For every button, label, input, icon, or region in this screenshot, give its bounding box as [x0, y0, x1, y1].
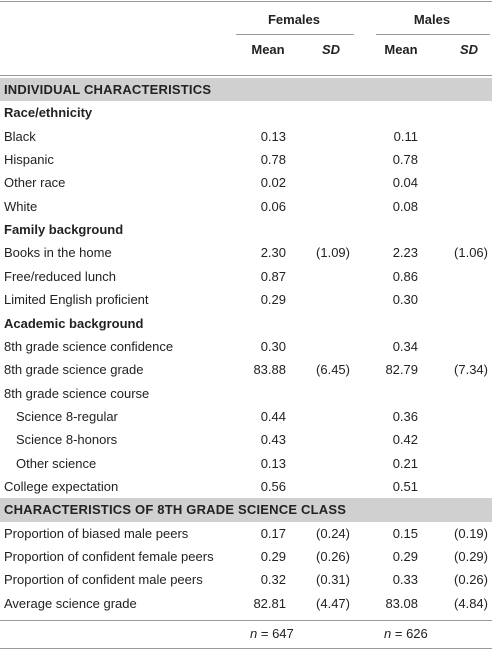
males-header: Males — [413, 12, 451, 27]
female-mean-cell: 0.44 — [260, 408, 286, 424]
female-mean-cell: 0.17 — [260, 525, 286, 541]
section-header-row — [0, 498, 492, 521]
row-label: College expectation — [4, 478, 119, 494]
row-label: Average science grade — [4, 595, 137, 611]
males-n — [384, 623, 428, 645]
female-sd-cell: (6.45) — [316, 362, 350, 378]
header-rule — [0, 75, 492, 76]
male-mean-cell: 0.36 — [392, 408, 418, 424]
row-label: Proportion of confident female peers — [4, 549, 214, 564]
male-mean-cell: 0.51 — [392, 478, 418, 494]
row-label: Black — [4, 128, 36, 144]
male-sd-cell: (0.29) — [454, 549, 488, 564]
row-label: 8th grade science confidence — [4, 338, 174, 354]
female-mean-cell: 0.06 — [260, 198, 286, 214]
female-mean-cell: 0.29 — [260, 292, 286, 308]
table-row — [0, 475, 492, 498]
female-mean-cell: 0.78 — [260, 152, 286, 168]
row-label: 8th grade science course — [4, 385, 150, 401]
females-rule — [236, 34, 354, 35]
females-n — [250, 623, 294, 645]
table-row — [0, 358, 492, 381]
row-label: Books in the home — [4, 245, 112, 261]
row-label: Science 8-honors — [16, 432, 118, 448]
female-mean-cell: 0.29 — [260, 549, 286, 564]
male-sd-cell: (1.06) — [454, 245, 488, 261]
male-mean-cell: 0.21 — [392, 455, 418, 471]
table-row — [0, 382, 492, 405]
section-label: INDIVIDUAL CHARACTERISTICS — [4, 82, 212, 97]
table-row — [0, 265, 492, 288]
female-mean-cell: 0.13 — [260, 455, 286, 471]
female-mean-cell: 0.56 — [260, 478, 286, 494]
row-label: Science 8-regular — [16, 408, 118, 424]
male-mean-cell: 0.34 — [392, 338, 418, 354]
section-header-row — [0, 78, 492, 101]
group-label: Race/ethnicity — [4, 105, 93, 121]
table-row — [0, 195, 492, 218]
male-mean-cell: 0.42 — [392, 432, 418, 448]
male-mean-cell: 0.04 — [392, 175, 418, 191]
top-rule — [0, 1, 492, 2]
male-mean-cell: 0.30 — [392, 292, 418, 308]
male-mean-cell: 0.15 — [392, 525, 418, 541]
table-row — [0, 288, 492, 311]
table-row — [0, 568, 492, 591]
males-rule — [376, 34, 490, 35]
male-sd-cell: (7.34) — [454, 362, 488, 378]
table-row — [0, 148, 492, 171]
male-sd-cell: (0.19) — [454, 525, 488, 541]
male-mean-cell: 0.78 — [392, 152, 418, 168]
group-header-row — [0, 218, 492, 241]
footer-rule — [0, 648, 492, 649]
female-mean-cell: 83.88 — [253, 362, 286, 378]
group-label: Academic background — [4, 315, 144, 331]
group-label: Family background — [4, 222, 124, 238]
row-label: Free/reduced lunch — [4, 268, 117, 284]
row-label: White — [4, 198, 38, 214]
female-mean-cell: 0.02 — [260, 175, 286, 191]
female-sd-cell: (4.47) — [316, 595, 350, 611]
row-label: 8th grade science grade — [4, 362, 144, 378]
female-mean-cell: 0.13 — [260, 128, 286, 144]
table-row — [0, 241, 492, 264]
male-mean-cell: 0.11 — [393, 128, 418, 144]
female-mean-cell: 0.87 — [260, 268, 286, 284]
group-header-row — [0, 312, 492, 335]
male-mean-cell: 82.79 — [385, 362, 418, 378]
row-label: Proportion of confident male peers — [4, 572, 203, 588]
female-sd-cell: (0.26) — [316, 549, 350, 564]
table-row — [0, 545, 492, 568]
table-row — [0, 428, 492, 451]
male-sd-cell: (0.26) — [454, 572, 488, 588]
table-row — [0, 522, 492, 545]
row-label: Hispanic — [4, 152, 54, 168]
female-mean-cell: 0.32 — [260, 572, 286, 588]
table-row — [0, 592, 492, 615]
table-row — [0, 405, 492, 428]
females-n-value: = 647 — [260, 626, 294, 641]
male-mean-cell: 0.08 — [392, 198, 418, 214]
male-mean-cell: 2.23 — [392, 245, 418, 261]
males-n-value: = 626 — [394, 626, 428, 641]
female-sd-cell: (1.09) — [316, 245, 350, 261]
females-mean-header: Mean — [251, 42, 285, 57]
male-mean-cell: 0.29 — [392, 549, 418, 564]
male-mean-cell: 0.86 — [392, 268, 418, 284]
female-sd-cell: (0.31) — [316, 572, 350, 588]
n-symbol: n — [250, 626, 258, 641]
group-header-row — [0, 101, 492, 124]
row-label: Other science — [16, 455, 97, 471]
table-row — [0, 452, 492, 475]
male-mean-cell: 0.33 — [392, 572, 418, 588]
females-sd-header: SD — [321, 42, 341, 57]
female-mean-cell: 2.30 — [260, 245, 286, 261]
female-mean-cell: 0.43 — [260, 432, 286, 448]
n-symbol: n — [384, 626, 392, 641]
males-mean-header: Mean — [384, 42, 418, 57]
female-mean-cell: 82.81 — [253, 595, 286, 611]
row-label: Other race — [4, 175, 66, 191]
table-row — [0, 125, 492, 148]
table-row — [0, 171, 492, 194]
section-label: CHARACTERISTICS OF 8TH GRADE SCIENCE CLASS — [4, 502, 347, 518]
row-label: Limited English proficient — [4, 292, 149, 308]
body-bottom-rule — [0, 620, 492, 621]
female-mean-cell: 0.30 — [260, 338, 286, 354]
females-header: Females — [267, 12, 321, 27]
row-label: Proportion of biased male peers — [4, 525, 189, 541]
female-sd-cell: (0.24) — [316, 525, 350, 541]
male-sd-cell: (4.84) — [454, 595, 488, 611]
male-mean-cell: 83.08 — [385, 595, 418, 611]
males-sd-header: SD — [459, 42, 479, 57]
table-row — [0, 335, 492, 358]
